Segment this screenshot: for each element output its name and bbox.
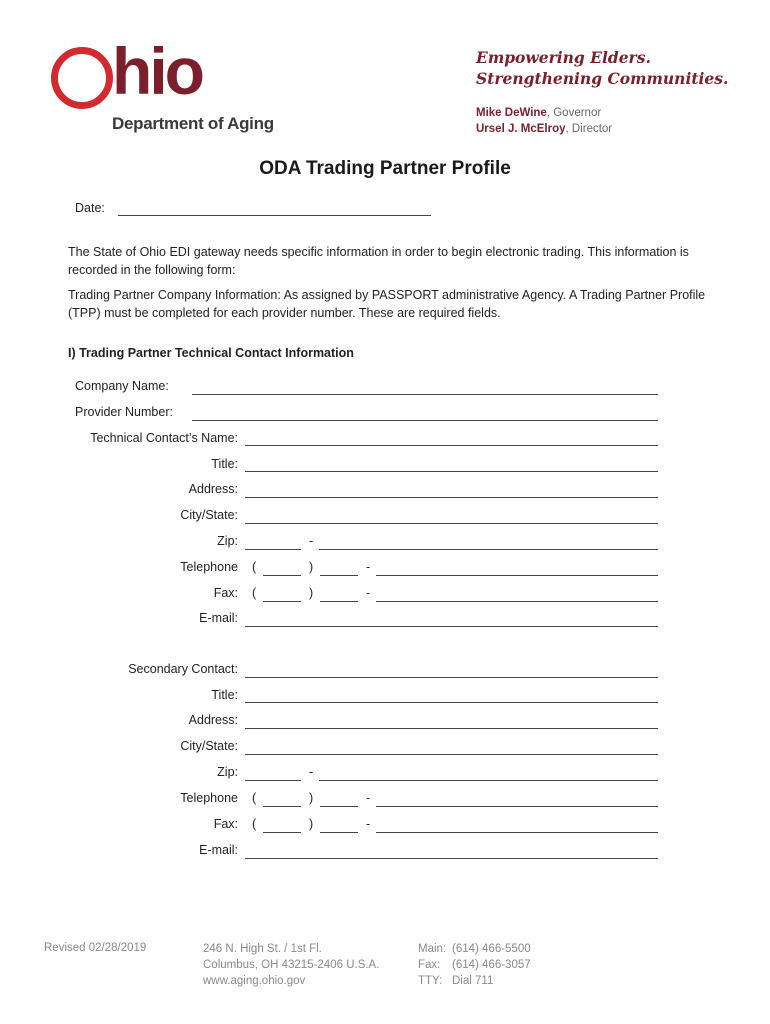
telephone-area-code-field[interactable]	[263, 575, 301, 576]
fax-close-paren: )	[309, 586, 314, 600]
zip-extension-field[interactable]	[319, 549, 658, 550]
tty-value: Dial 711	[452, 975, 494, 987]
secondary-telephone-close-paren: )	[309, 791, 314, 805]
officials	[476, 105, 612, 137]
secondary-fax-prefix-field[interactable]	[320, 832, 358, 833]
title-field[interactable]	[245, 471, 658, 472]
provider-number-label: Provider Number:	[75, 405, 173, 419]
email-field[interactable]	[245, 626, 658, 627]
telephone-open-paren: (	[252, 560, 257, 574]
technical-contact-field[interactable]	[245, 445, 658, 446]
telephone-close-paren: )	[309, 560, 314, 574]
secondary-fax-dash: -	[366, 817, 371, 831]
zip-dash: -	[309, 534, 314, 548]
main-phone-value: (614) 466-5500	[452, 943, 531, 955]
intro-paragraph-1: The State of Ohio EDI gateway needs specific information in order to begin electronic trading. This information is recorded in the following form:	[68, 245, 689, 277]
secondary-zip-extension-field[interactable]	[319, 780, 658, 781]
telephone-number-field[interactable]	[376, 575, 658, 576]
fax-phone-label: Fax:	[418, 959, 441, 971]
secondary-telephone-area-code-field[interactable]	[263, 806, 301, 807]
secondary-title-label: Title:	[211, 688, 238, 702]
secondary-fax-label: Fax:	[213, 817, 238, 831]
address-label: Address:	[188, 482, 238, 496]
fax-dash: -	[366, 586, 371, 600]
secondary-title-field[interactable]	[245, 702, 658, 703]
footer-address-line-1: 246 N. High St. / 1st Fl.	[203, 943, 322, 955]
secondary-fax-open-paren: (	[252, 817, 257, 831]
secondary-fax-close-paren: )	[309, 817, 314, 831]
zip-field[interactable]	[245, 549, 301, 550]
secondary-address-field[interactable]	[245, 728, 658, 729]
fax-number-field[interactable]	[376, 601, 658, 602]
tagline	[476, 47, 728, 89]
page-title: ODA Trading Partner Profile	[259, 158, 511, 179]
title-label: Title:	[211, 457, 238, 471]
fax-phone-value: (614) 466-3057	[452, 959, 531, 971]
department-name: Department of Aging	[112, 114, 274, 133]
telephone-label: Telephone	[180, 560, 238, 574]
footer-address-line-2: Columbus, OH 43215-2406 U.S.A.	[203, 959, 380, 971]
footer-contacts	[418, 941, 531, 989]
secondary-contact-label: Secondary Contact:	[128, 662, 238, 676]
secondary-city-state-field[interactable]	[245, 754, 658, 755]
city-state-label: City/State:	[180, 508, 238, 522]
fax-area-code-field[interactable]	[263, 601, 301, 602]
secondary-telephone-prefix-field[interactable]	[320, 806, 358, 807]
secondary-email-label: E-mail:	[199, 843, 238, 857]
fax-prefix-field[interactable]	[320, 601, 358, 602]
city-state-field[interactable]	[245, 523, 658, 524]
fax-label: Fax:	[213, 586, 238, 600]
section-title: I) Trading Partner Technical Contact Information	[68, 346, 354, 360]
secondary-zip-dash: -	[309, 765, 314, 779]
address-field[interactable]	[245, 497, 658, 498]
secondary-telephone-label: Telephone	[180, 791, 238, 805]
date-field[interactable]	[118, 215, 431, 216]
footer-website: www.aging.ohio.gov	[203, 975, 306, 987]
company-name-field[interactable]	[192, 394, 658, 395]
tagline-line-2: Strengthening Communities.	[476, 69, 729, 88]
zip-label: Zip:	[217, 534, 238, 548]
director-name: Ursel J. McElroy	[476, 123, 566, 135]
secondary-city-state-label: City/State:	[180, 739, 238, 753]
telephone-dash: -	[366, 560, 371, 574]
intro-paragraph-2: Trading Partner Company Information: As assigned by PASSPORT administrative Agency. A Trading Partner Profile (TPP) must be completed for each provider number. These are required fields.	[68, 288, 706, 320]
secondary-email-field[interactable]	[245, 858, 658, 859]
revised-date: Revised 02/28/2019	[44, 942, 147, 954]
telephone-prefix-field[interactable]	[320, 575, 358, 576]
ohio-logo-o	[51, 47, 113, 109]
footer-address	[203, 941, 379, 989]
ohio-logo-text: hio	[112, 34, 202, 108]
fax-open-paren: (	[252, 586, 257, 600]
tty-label: TTY:	[418, 975, 443, 987]
date-label: Date:	[75, 201, 105, 215]
secondary-fax-number-field[interactable]	[376, 832, 658, 833]
governor-role: , Governor	[546, 107, 602, 119]
technical-contact-label: Technical Contact’s Name:	[90, 431, 238, 445]
company-name-label: Company Name:	[75, 379, 169, 393]
secondary-contact-field[interactable]	[245, 677, 658, 678]
email-label: E-mail:	[199, 611, 238, 625]
secondary-telephone-dash: -	[366, 791, 371, 805]
tagline-line-1: Empowering Elders.	[476, 48, 651, 67]
secondary-zip-label: Zip:	[217, 765, 238, 779]
secondary-address-label: Address:	[188, 713, 238, 727]
secondary-telephone-number-field[interactable]	[376, 806, 658, 807]
main-phone-label: Main:	[418, 943, 447, 955]
governor-name: Mike DeWine	[476, 107, 547, 119]
director-role: , Director	[565, 123, 613, 135]
secondary-zip-field[interactable]	[245, 780, 301, 781]
secondary-fax-area-code-field[interactable]	[263, 832, 301, 833]
secondary-telephone-open-paren: (	[252, 791, 257, 805]
provider-number-field[interactable]	[192, 420, 658, 421]
